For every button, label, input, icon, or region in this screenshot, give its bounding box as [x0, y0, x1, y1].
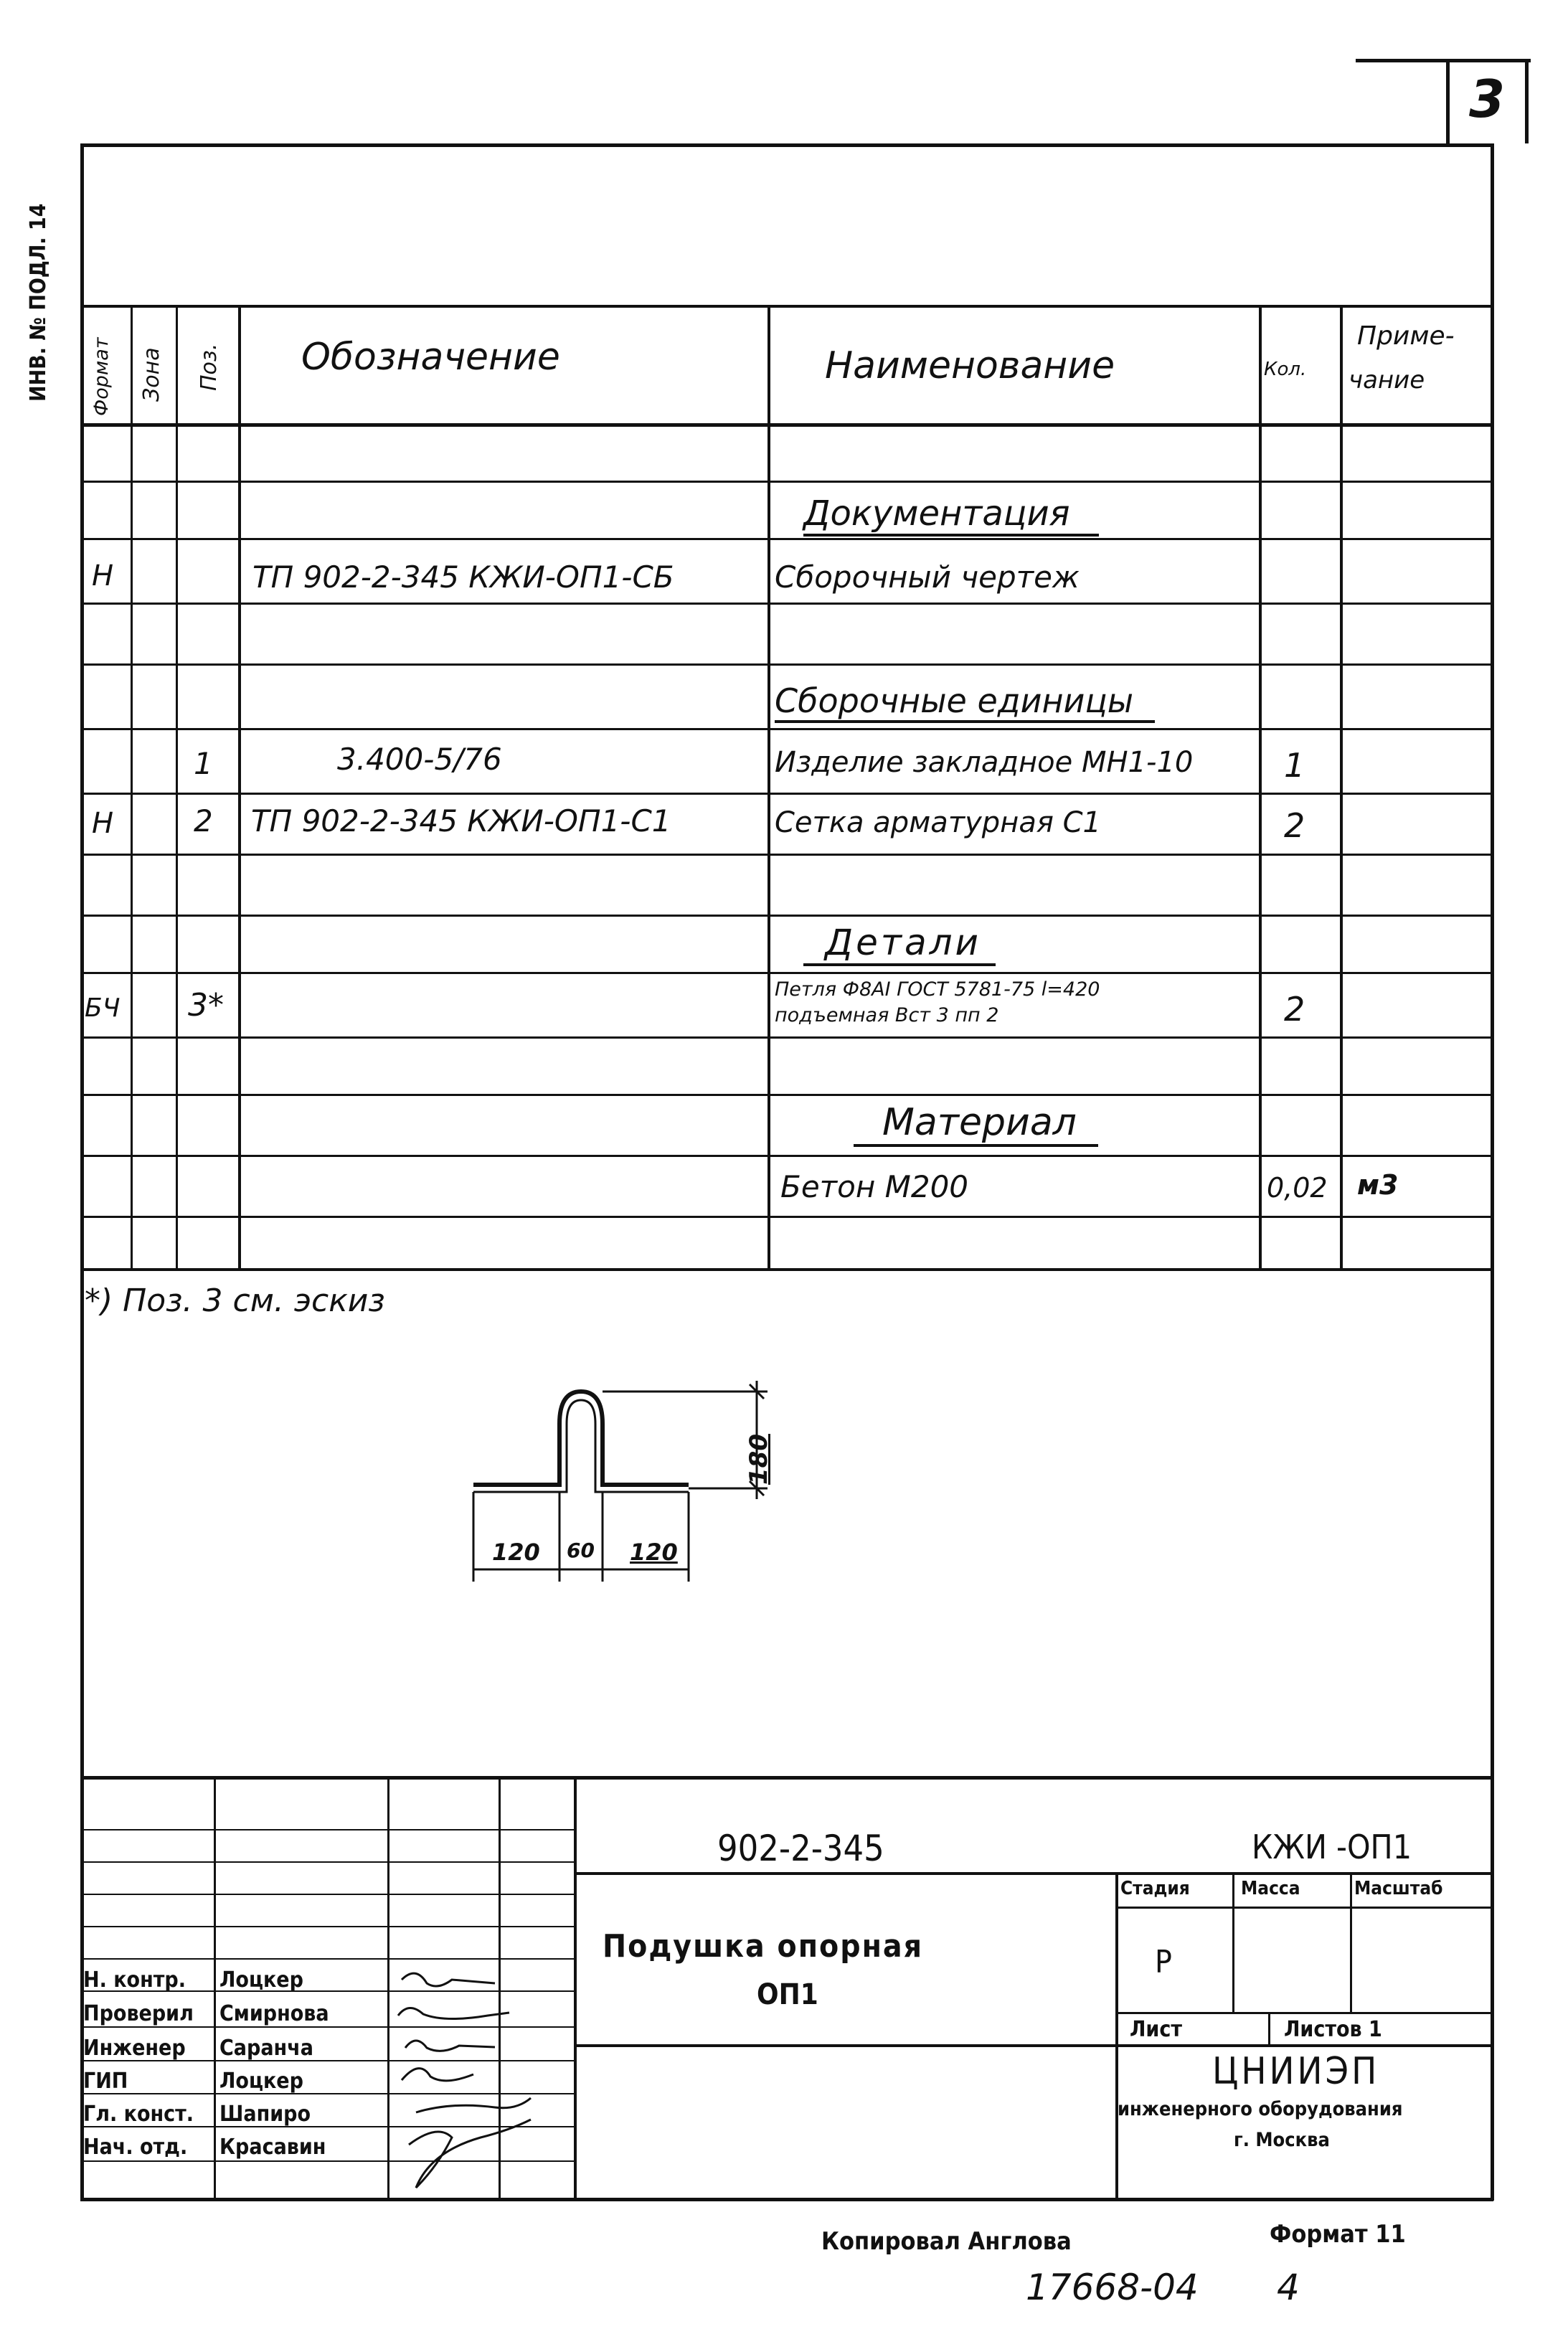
signatures-image	[387, 1958, 559, 2216]
frame-bottom	[80, 2198, 1493, 2201]
signer-name: Красавин	[219, 2135, 326, 2160]
sheet-box-left	[1446, 59, 1450, 143]
org-name: ЦНИИЭП	[1212, 2050, 1380, 2093]
sheet-number: 3	[1469, 69, 1506, 129]
row-qty: 2	[1284, 806, 1305, 845]
row-designation: ТП 902-2-345 КЖИ-ОП1-С1	[251, 803, 671, 838]
row-format: Н	[92, 559, 114, 592]
row-name: Изделие закладное МН1-10	[775, 746, 1194, 779]
row-qty: 2	[1284, 990, 1305, 1029]
header-designation: Обозначение	[301, 336, 560, 379]
stage-label: Стадия	[1120, 1878, 1190, 1899]
stage-value: Р	[1155, 1944, 1172, 1980]
sheets-label: Листов 1	[1284, 2017, 1382, 2042]
header-pos: Поз.	[197, 343, 222, 391]
sketch-dim-3: 120	[630, 1539, 678, 1566]
row-format: БЧ	[85, 993, 121, 1023]
row-note: м3	[1357, 1169, 1399, 1201]
row-designation: ТП 902-2-345 КЖИ-ОП1-СБ	[252, 559, 674, 595]
section-documentation: Документация	[803, 493, 1099, 537]
header-name: Наименование	[825, 344, 1115, 387]
signer-name: Саранча	[219, 2036, 313, 2061]
sheet-box-right	[1525, 59, 1529, 143]
signer-name: Шапиро	[219, 2102, 311, 2127]
signer-role: ГИП	[83, 2069, 128, 2094]
sketch-dim-1: 120	[492, 1539, 540, 1566]
row-name: Сетка арматурная С1	[775, 806, 1101, 839]
scale-label: Масштаб	[1354, 1878, 1443, 1899]
org-subtitle: инженерного оборудования	[1118, 2098, 1403, 2120]
row-pos: 3*	[188, 987, 224, 1024]
row-designation: 3.400-5/76	[337, 742, 502, 777]
mass-label: Масса	[1241, 1878, 1300, 1899]
row-pos: 1	[194, 746, 213, 781]
margin-code: ИНВ. № ПОДЛ. 14	[26, 203, 51, 402]
header-note-2: чание	[1349, 366, 1425, 395]
row-qty: 0,02	[1267, 1172, 1328, 1204]
project-code: 902-2-345	[717, 1828, 884, 1869]
archive-number: 17668-04	[1026, 2267, 1199, 2308]
section-details: Детали	[803, 922, 996, 966]
sketch-height-label: 180	[745, 1434, 773, 1485]
frame-right	[1491, 143, 1494, 2201]
row-name: Сборочный чертеж	[775, 559, 1080, 595]
row-name: Бетон М200	[780, 1169, 969, 1204]
frame-top	[80, 143, 1493, 147]
header-qty: Кол.	[1264, 359, 1307, 380]
section-material: Материал	[854, 1101, 1098, 1147]
row-name-line1: Петля Ф8АI ГОСТ 5781-75 l=420	[775, 978, 1100, 1001]
archive-sheet: 4	[1277, 2267, 1300, 2308]
signer-role: Нач. отд.	[83, 2135, 188, 2160]
signer-role: Н. контр.	[83, 1967, 186, 1993]
copied-by: Копировал Англова	[821, 2227, 1072, 2256]
sketch-dim-2: 60	[567, 1539, 595, 1562]
signer-role: Инженер	[83, 2036, 186, 2061]
signer-name: Смирнова	[219, 2001, 329, 2026]
sheet-box-top	[1356, 59, 1531, 62]
doc-code: КЖИ -ОП1	[1252, 1828, 1412, 1866]
header-zone: Зона	[139, 347, 164, 402]
row-pos: 2	[194, 803, 213, 838]
format-label: Формат 11	[1270, 2220, 1406, 2249]
signer-role: Гл. конст.	[83, 2102, 194, 2127]
header-note-1: Приме-	[1357, 321, 1455, 351]
title-line-1: Подушка опорная	[603, 1928, 924, 1965]
footnote: *) Поз. 3 см. эскиз	[85, 1282, 385, 1319]
signer-role: Проверил	[83, 2001, 194, 2026]
signer-name: Лоцкер	[219, 1967, 303, 1993]
row-name-line2: подъемная Вст 3 пп 2	[775, 1004, 999, 1026]
row-format: Н	[92, 807, 114, 840]
org-city: г. Москва	[1234, 2129, 1330, 2151]
title-line-2: ОП1	[757, 1978, 818, 2011]
frame-left	[80, 143, 84, 2201]
signer-name: Лоцкер	[219, 2069, 303, 2094]
loop-sketch	[430, 1377, 832, 1607]
section-assembly-units: Сборочные единицы	[775, 681, 1155, 723]
sheet-label: Лист	[1130, 2017, 1182, 2042]
header-format: Формат	[90, 337, 113, 416]
row-qty: 1	[1284, 746, 1305, 785]
